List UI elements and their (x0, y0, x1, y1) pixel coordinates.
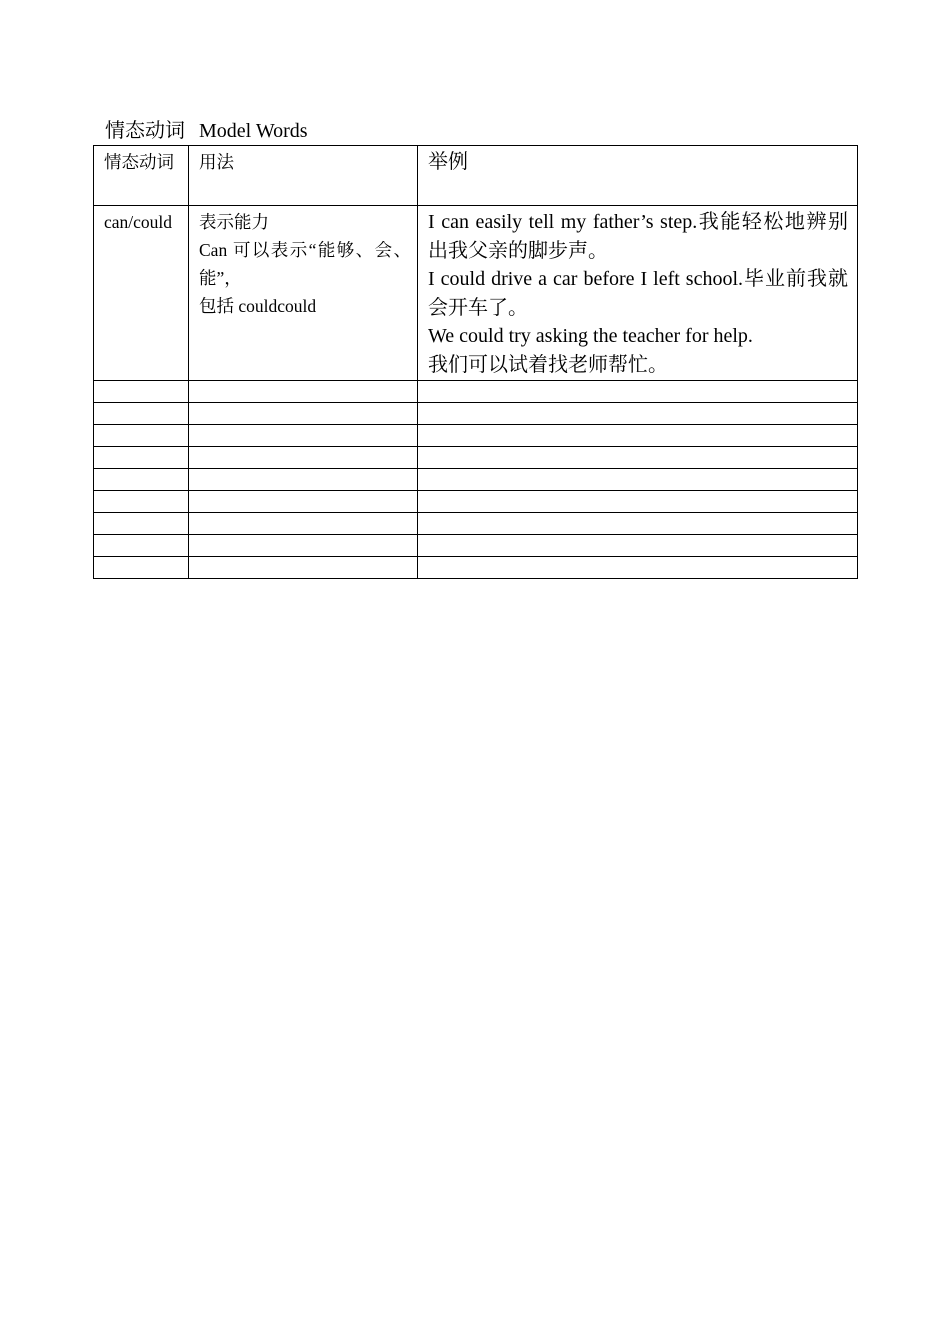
usage-line: 包括 couldcould (199, 296, 317, 316)
empty-cell (94, 534, 189, 556)
empty-cell (418, 490, 858, 512)
empty-cell (418, 380, 858, 402)
empty-table-row (94, 490, 858, 512)
empty-cell (418, 512, 858, 534)
empty-cell (94, 512, 189, 534)
empty-cell (418, 446, 858, 468)
empty-cell (189, 446, 418, 468)
empty-cell (189, 424, 418, 446)
empty-cell (189, 468, 418, 490)
empty-table-row (94, 512, 858, 534)
empty-cell (189, 534, 418, 556)
table-row (94, 206, 858, 381)
empty-cell (418, 424, 858, 446)
example-sentence: I could drive a car before I left school.毕业前我就会开车了。 (428, 268, 848, 319)
empty-table-row (94, 468, 858, 490)
empty-cell (189, 556, 418, 578)
empty-table-row (94, 402, 858, 424)
table-header-row (94, 146, 858, 206)
empty-cell (418, 402, 858, 424)
header-cell-usage: 用法 (189, 146, 418, 206)
header-cell-modal-verb: 情态动词 (94, 146, 189, 206)
empty-cell (189, 380, 418, 402)
empty-cell (189, 512, 418, 534)
title-chinese: 情态动词 (105, 120, 185, 142)
empty-table-row (94, 534, 858, 556)
empty-cell (94, 468, 189, 490)
word-cell: can/could (94, 206, 189, 381)
empty-cell (189, 402, 418, 424)
header-cell-examples: 举例 (418, 146, 858, 206)
empty-table-row (94, 556, 858, 578)
document-title (105, 117, 308, 145)
empty-cell (94, 380, 189, 402)
empty-cell (94, 556, 189, 578)
example-sentence: I can easily tell my father’s step.我能轻松地辨别出我父亲的脚步声。 (428, 211, 848, 262)
empty-cell (94, 446, 189, 468)
empty-cell (418, 556, 858, 578)
empty-table-row (94, 380, 858, 402)
empty-cell (418, 468, 858, 490)
empty-cell (94, 402, 189, 424)
title-english: Model Words (199, 120, 308, 142)
example-sentence: We could try asking the teacher for help. (428, 325, 753, 348)
empty-cell (418, 534, 858, 556)
usage-line: 表示能力 (199, 212, 269, 232)
usage-line: Can 可以表示“能够、会、能”， (199, 240, 411, 288)
empty-cell (94, 424, 189, 446)
empty-table-row (94, 424, 858, 446)
modal-verbs-table (93, 145, 858, 579)
empty-cell (94, 490, 189, 512)
examples-cell (418, 206, 858, 381)
empty-cell (189, 490, 418, 512)
empty-table-row (94, 446, 858, 468)
usage-cell (189, 206, 418, 381)
example-translation: 我们可以试着找老师帮忙。 (428, 353, 668, 376)
